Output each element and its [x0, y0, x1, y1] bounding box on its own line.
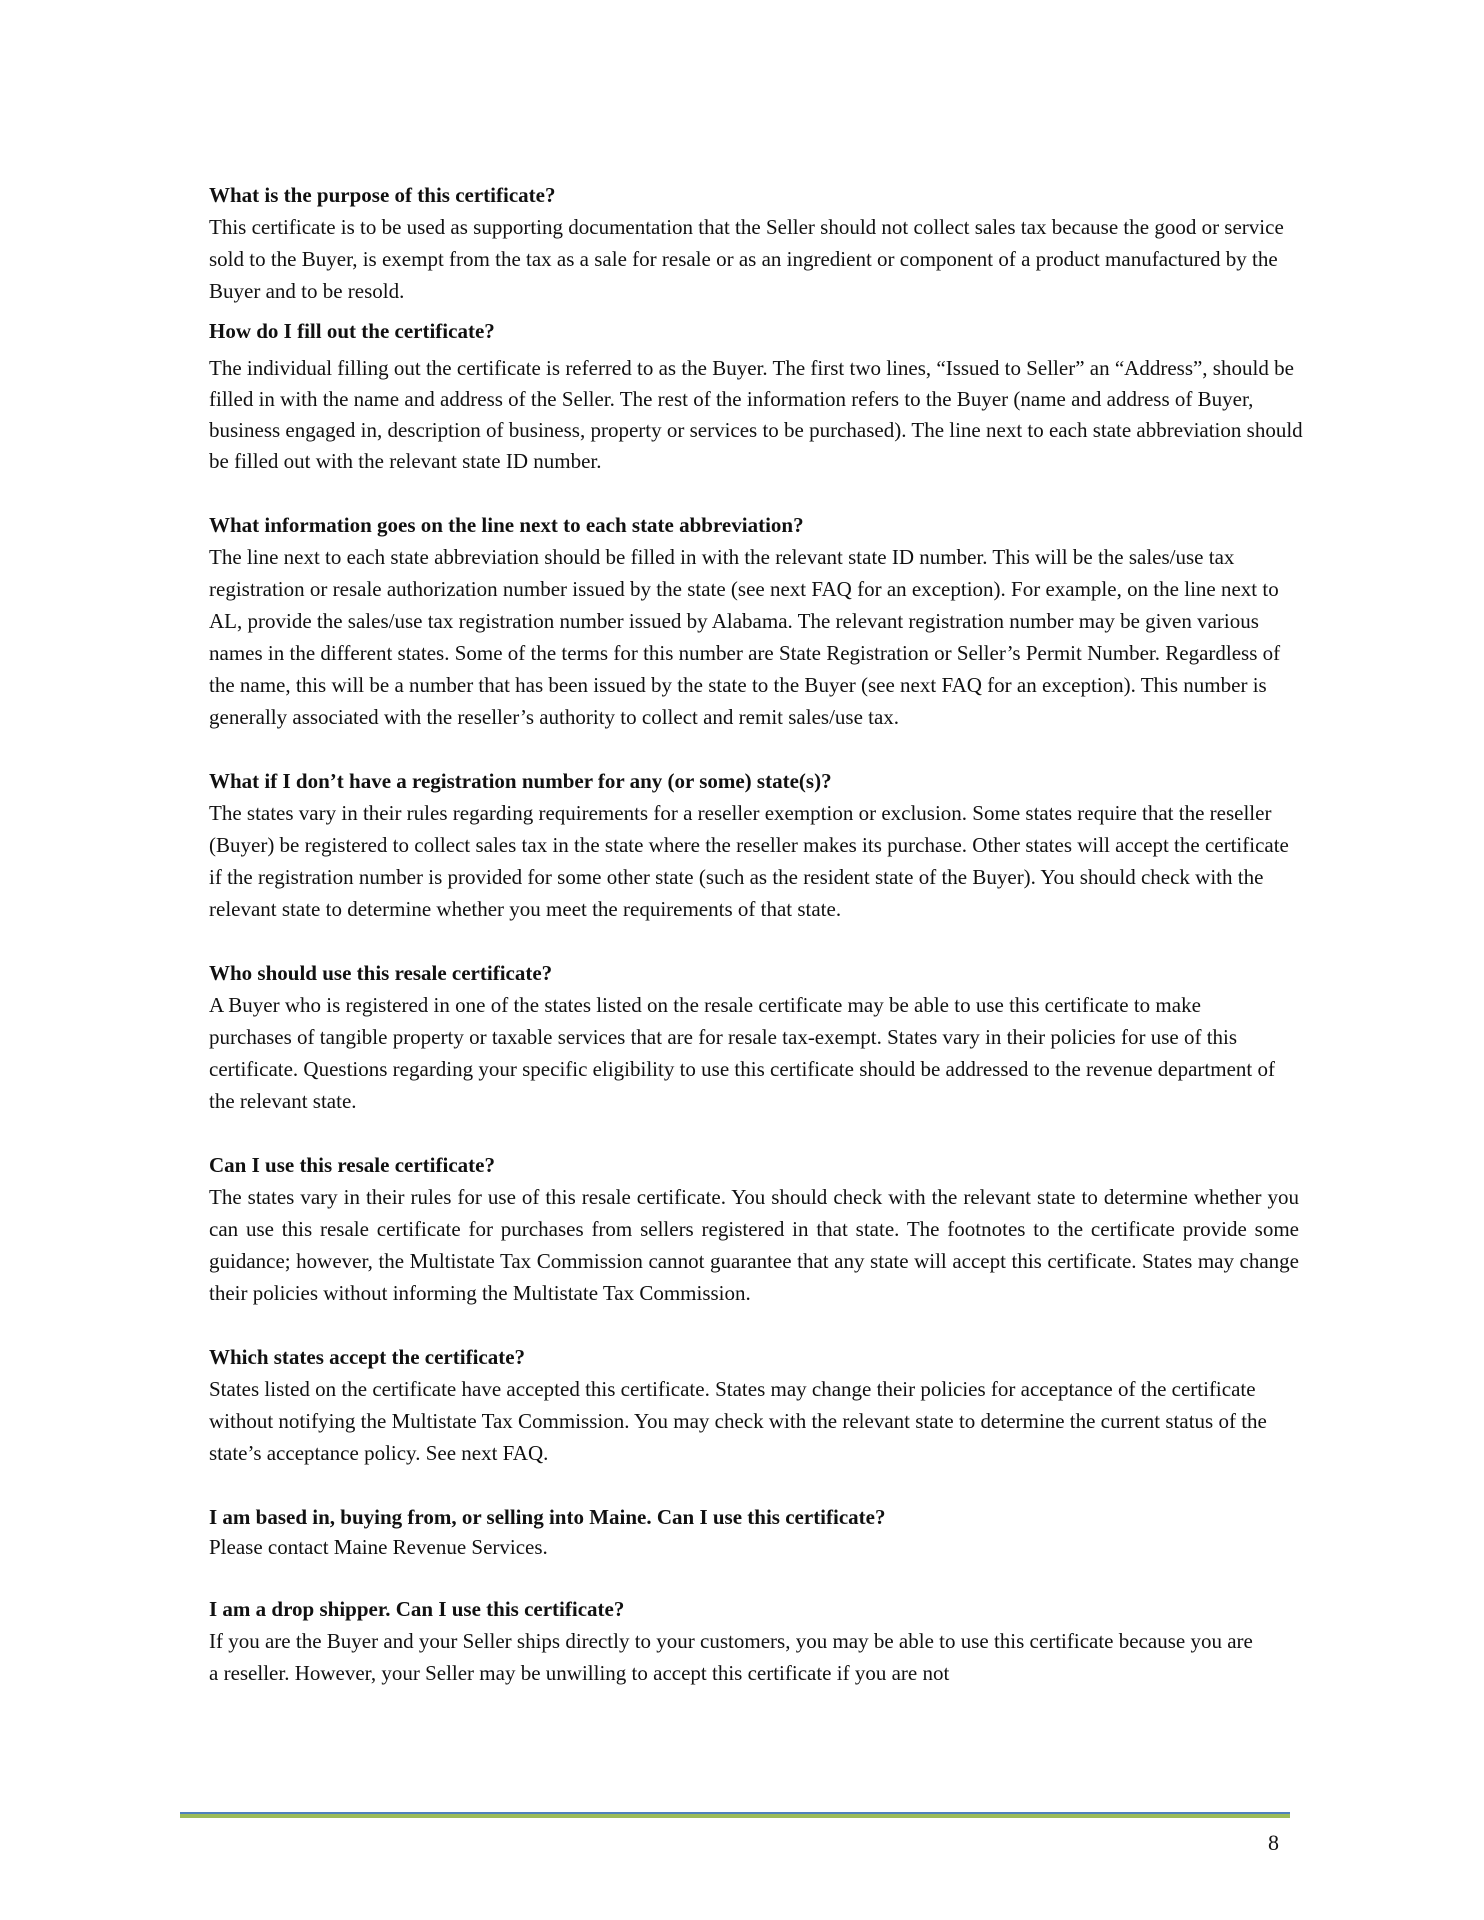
faq-question: What information goes on the line next to each state abbreviation? — [209, 513, 804, 537]
faq-question: What is the purpose of this certificate? — [209, 183, 556, 207]
spacer — [209, 307, 1299, 315]
spacer — [209, 733, 1299, 765]
faq-question: What if I don’t have a registration number for any (or some) state(s)? — [209, 769, 832, 793]
faq-answer: Please contact Maine Revenue Services. — [209, 1535, 548, 1559]
faq-question: I am based in, buying from, or selling into Maine. Can I use this certificate? — [209, 1505, 886, 1529]
faq-answer: The states vary in their rules regarding requirements for a reseller exemption or exclusion. Some states require that the reseller (Buyer) be registered to collect sales tax in the state where the reseller makes its purchase. Other states will accept the certificate if the registration number is provided for some other state (such as the resident state of the Buyer). You should check with the relevant state to determine whether you meet the requirements of that state. — [209, 801, 1289, 921]
spacer — [209, 1309, 1299, 1341]
faq-item-state-line — [209, 509, 1299, 733]
faq-question: Which states accept the certificate? — [209, 1345, 526, 1369]
faq-answer: This certificate is to be used as supporting documentation that the Seller should not collect sales tax because the good or service sold to the Buyer, is exempt from the tax as a sale for resale or as an ingredient or component of a product manufactured by the Buyer and to be resold. — [209, 215, 1284, 303]
faq-item-maine — [209, 1501, 1299, 1561]
faq-item-purpose — [209, 179, 1299, 307]
spacer — [209, 1561, 1299, 1593]
faq-answer: The line next to each state abbreviation should be filled in with the relevant state ID number. This will be the sales/use tax registration or resale authorization number issued by the state (see next FAQ for an exception). For example, on the line next to AL, provide the sales/use tax registration number issued by Alabama. The relevant registration number may be given various names in the different states. Some of the terms for this number are State Registration or Seller’s Permit Number. Regardless of the name, this will be a number that has been issued by the state to the Buyer (see next FAQ for an exception). This number is generally associated with the reseller’s authority to collect and remit sales/use tax. — [209, 545, 1281, 729]
faq-item-fill-out — [209, 315, 1303, 477]
faq-question: Who should use this resale certificate? — [209, 961, 553, 985]
faq-item-drop-shipper — [209, 1593, 1299, 1689]
spacer — [209, 1117, 1299, 1149]
page-number: 8 — [1268, 1830, 1279, 1855]
faq-question: How do I fill out the certificate? — [209, 319, 495, 343]
faq-answer: If you are the Buyer and your Seller ships directly to your customers, you may be able to use this certificate because you are a reseller. However, your Seller may be unwilling to accept this certificate if you are not — [209, 1629, 1253, 1685]
faq-item-no-registration — [209, 765, 1299, 925]
faq-item-who-should-use — [209, 957, 1299, 1117]
faq-answer: The individual filling out the certificate is referred to as the Buyer. The first two lines, “Issued to Seller” an “Address”, should be filled in with the name and address of the Seller. The rest of the information refers to the Buyer (name and address of Buyer, business engaged in, description of business, property or services to be purchased). The line next to each state abbreviation should be filled out with the relevant state ID number. — [209, 356, 1303, 473]
faq-content — [209, 179, 1303, 1689]
spacer — [209, 1469, 1299, 1501]
faq-question: Can I use this resale certificate? — [209, 1153, 495, 1177]
spacer — [209, 925, 1299, 957]
footer-divider — [180, 1812, 1290, 1818]
faq-answer: The states vary in their rules for use of this resale certificate. You should check with the relevant state to determine whether you can use this resale certificate for purchases from sellers registered in that state. The footnotes to the certificate provide some guidance; however, the Multistate Tax Commission cannot guarantee that any state will accept this certificate. States may change their policies without informing the Multistate Tax Commission. — [209, 1185, 1299, 1305]
faq-answer: States listed on the certificate have accepted this certificate. States may change their policies for acceptance of the certificate without notifying the Multistate Tax Commission. You may check with the relevant state to determine the current status of the state’s acceptance policy. See next FAQ. — [209, 1377, 1267, 1465]
faq-item-which-states — [209, 1341, 1299, 1469]
faq-answer: A Buyer who is registered in one of the states listed on the resale certificate may be able to use this certificate to make purchases of tangible property or taxable services that are for resale tax-exempt. States vary in their policies for use of this certificate. Questions regarding your specific eligibility to use this certificate should be addressed to the revenue department of the relevant state. — [209, 993, 1275, 1113]
faq-question: I am a drop shipper. Can I use this certificate? — [209, 1597, 625, 1621]
faq-item-can-i-use — [209, 1149, 1299, 1309]
spacer — [209, 477, 1299, 509]
